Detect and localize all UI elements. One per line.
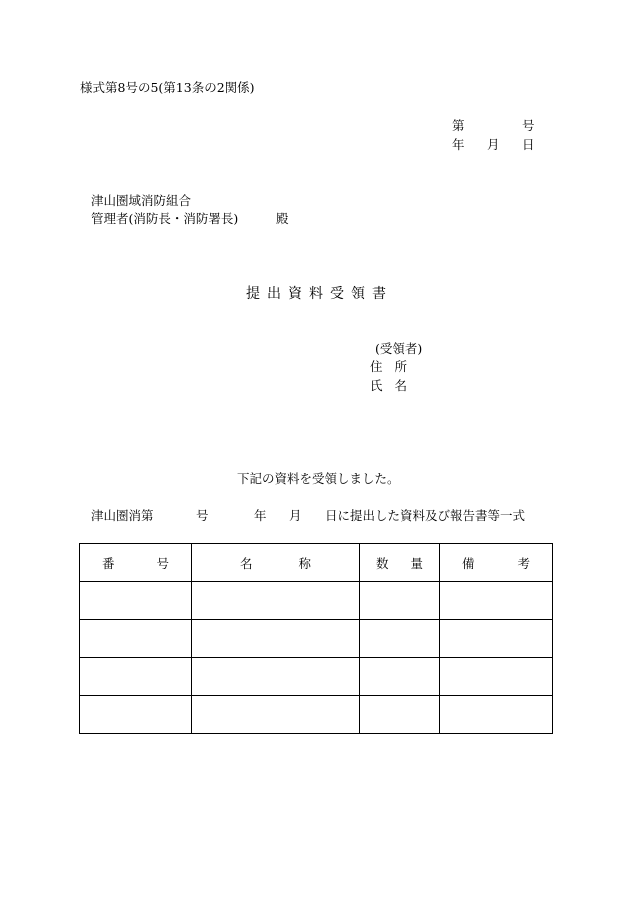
cell-remarks[interactable] [440, 696, 553, 734]
name-char-2: 名 [394, 378, 408, 393]
addressee-honorific: 殿 [276, 211, 289, 226]
number-prefix: 第 [452, 118, 465, 133]
cell-number[interactable] [80, 696, 192, 734]
address-char-1: 住 [370, 359, 383, 374]
cell-number[interactable] [80, 620, 192, 658]
cell-number[interactable] [80, 658, 192, 696]
header-number [80, 544, 192, 582]
header-number-char-1: 番 [102, 555, 115, 571]
submission-rest: 日に提出した資料及び報告書等一式 [325, 508, 526, 523]
table-row [80, 620, 553, 658]
statement: 下記の資料を受領しました。 [237, 471, 400, 486]
header-name [192, 544, 360, 582]
table-row [80, 696, 553, 734]
date-month-label: 月 [487, 137, 500, 152]
form-id: 様式第8号の5(第13条の2関係) [80, 80, 255, 95]
submission-year-label: 年 [254, 508, 267, 523]
items-table [79, 543, 553, 734]
cell-quantity[interactable] [360, 582, 440, 620]
cell-quantity[interactable] [360, 620, 440, 658]
recipient-address-label [370, 361, 407, 374]
addressee-org: 津山圏域消防組合 [91, 193, 192, 208]
header-remarks-char-2: 考 [517, 555, 530, 571]
submission-number-label: 号 [196, 508, 209, 523]
cell-remarks[interactable] [440, 658, 553, 696]
recipient-name-label [370, 380, 407, 393]
cell-name[interactable] [192, 658, 360, 696]
document-title: 提出資料受領書 [246, 286, 393, 302]
cell-remarks[interactable] [440, 620, 553, 658]
number-suffix: 号 [522, 118, 535, 133]
table-row [80, 582, 553, 620]
addressee-title: 管理者(消防長・消防署長) [91, 211, 239, 226]
submission-prefix: 津山圏消第 [91, 508, 154, 523]
table-header-row [80, 544, 553, 582]
submission-month-label: 月 [289, 508, 302, 523]
cell-remarks[interactable] [440, 582, 553, 620]
cell-quantity[interactable] [360, 658, 440, 696]
cell-quantity[interactable] [360, 696, 440, 734]
recipient-label: (受領者) [375, 341, 423, 356]
cell-name[interactable] [192, 582, 360, 620]
header-quantity-char-2: 量 [410, 555, 423, 571]
header-name-char-2: 称 [298, 555, 311, 571]
table-row [80, 658, 553, 696]
date-year-label: 年 [452, 137, 465, 152]
header-number-char-2: 号 [156, 555, 169, 571]
cell-name[interactable] [192, 620, 360, 658]
header-name-char-1: 名 [240, 555, 253, 571]
address-char-2: 所 [394, 359, 408, 374]
name-char-1: 氏 [370, 378, 383, 393]
cell-name[interactable] [192, 696, 360, 734]
date-day-label: 日 [522, 137, 535, 152]
cell-number[interactable] [80, 582, 192, 620]
header-quantity-char-1: 数 [376, 555, 389, 571]
header-remarks [440, 544, 553, 582]
header-quantity [360, 544, 440, 582]
header-remarks-char-1: 備 [462, 555, 475, 571]
